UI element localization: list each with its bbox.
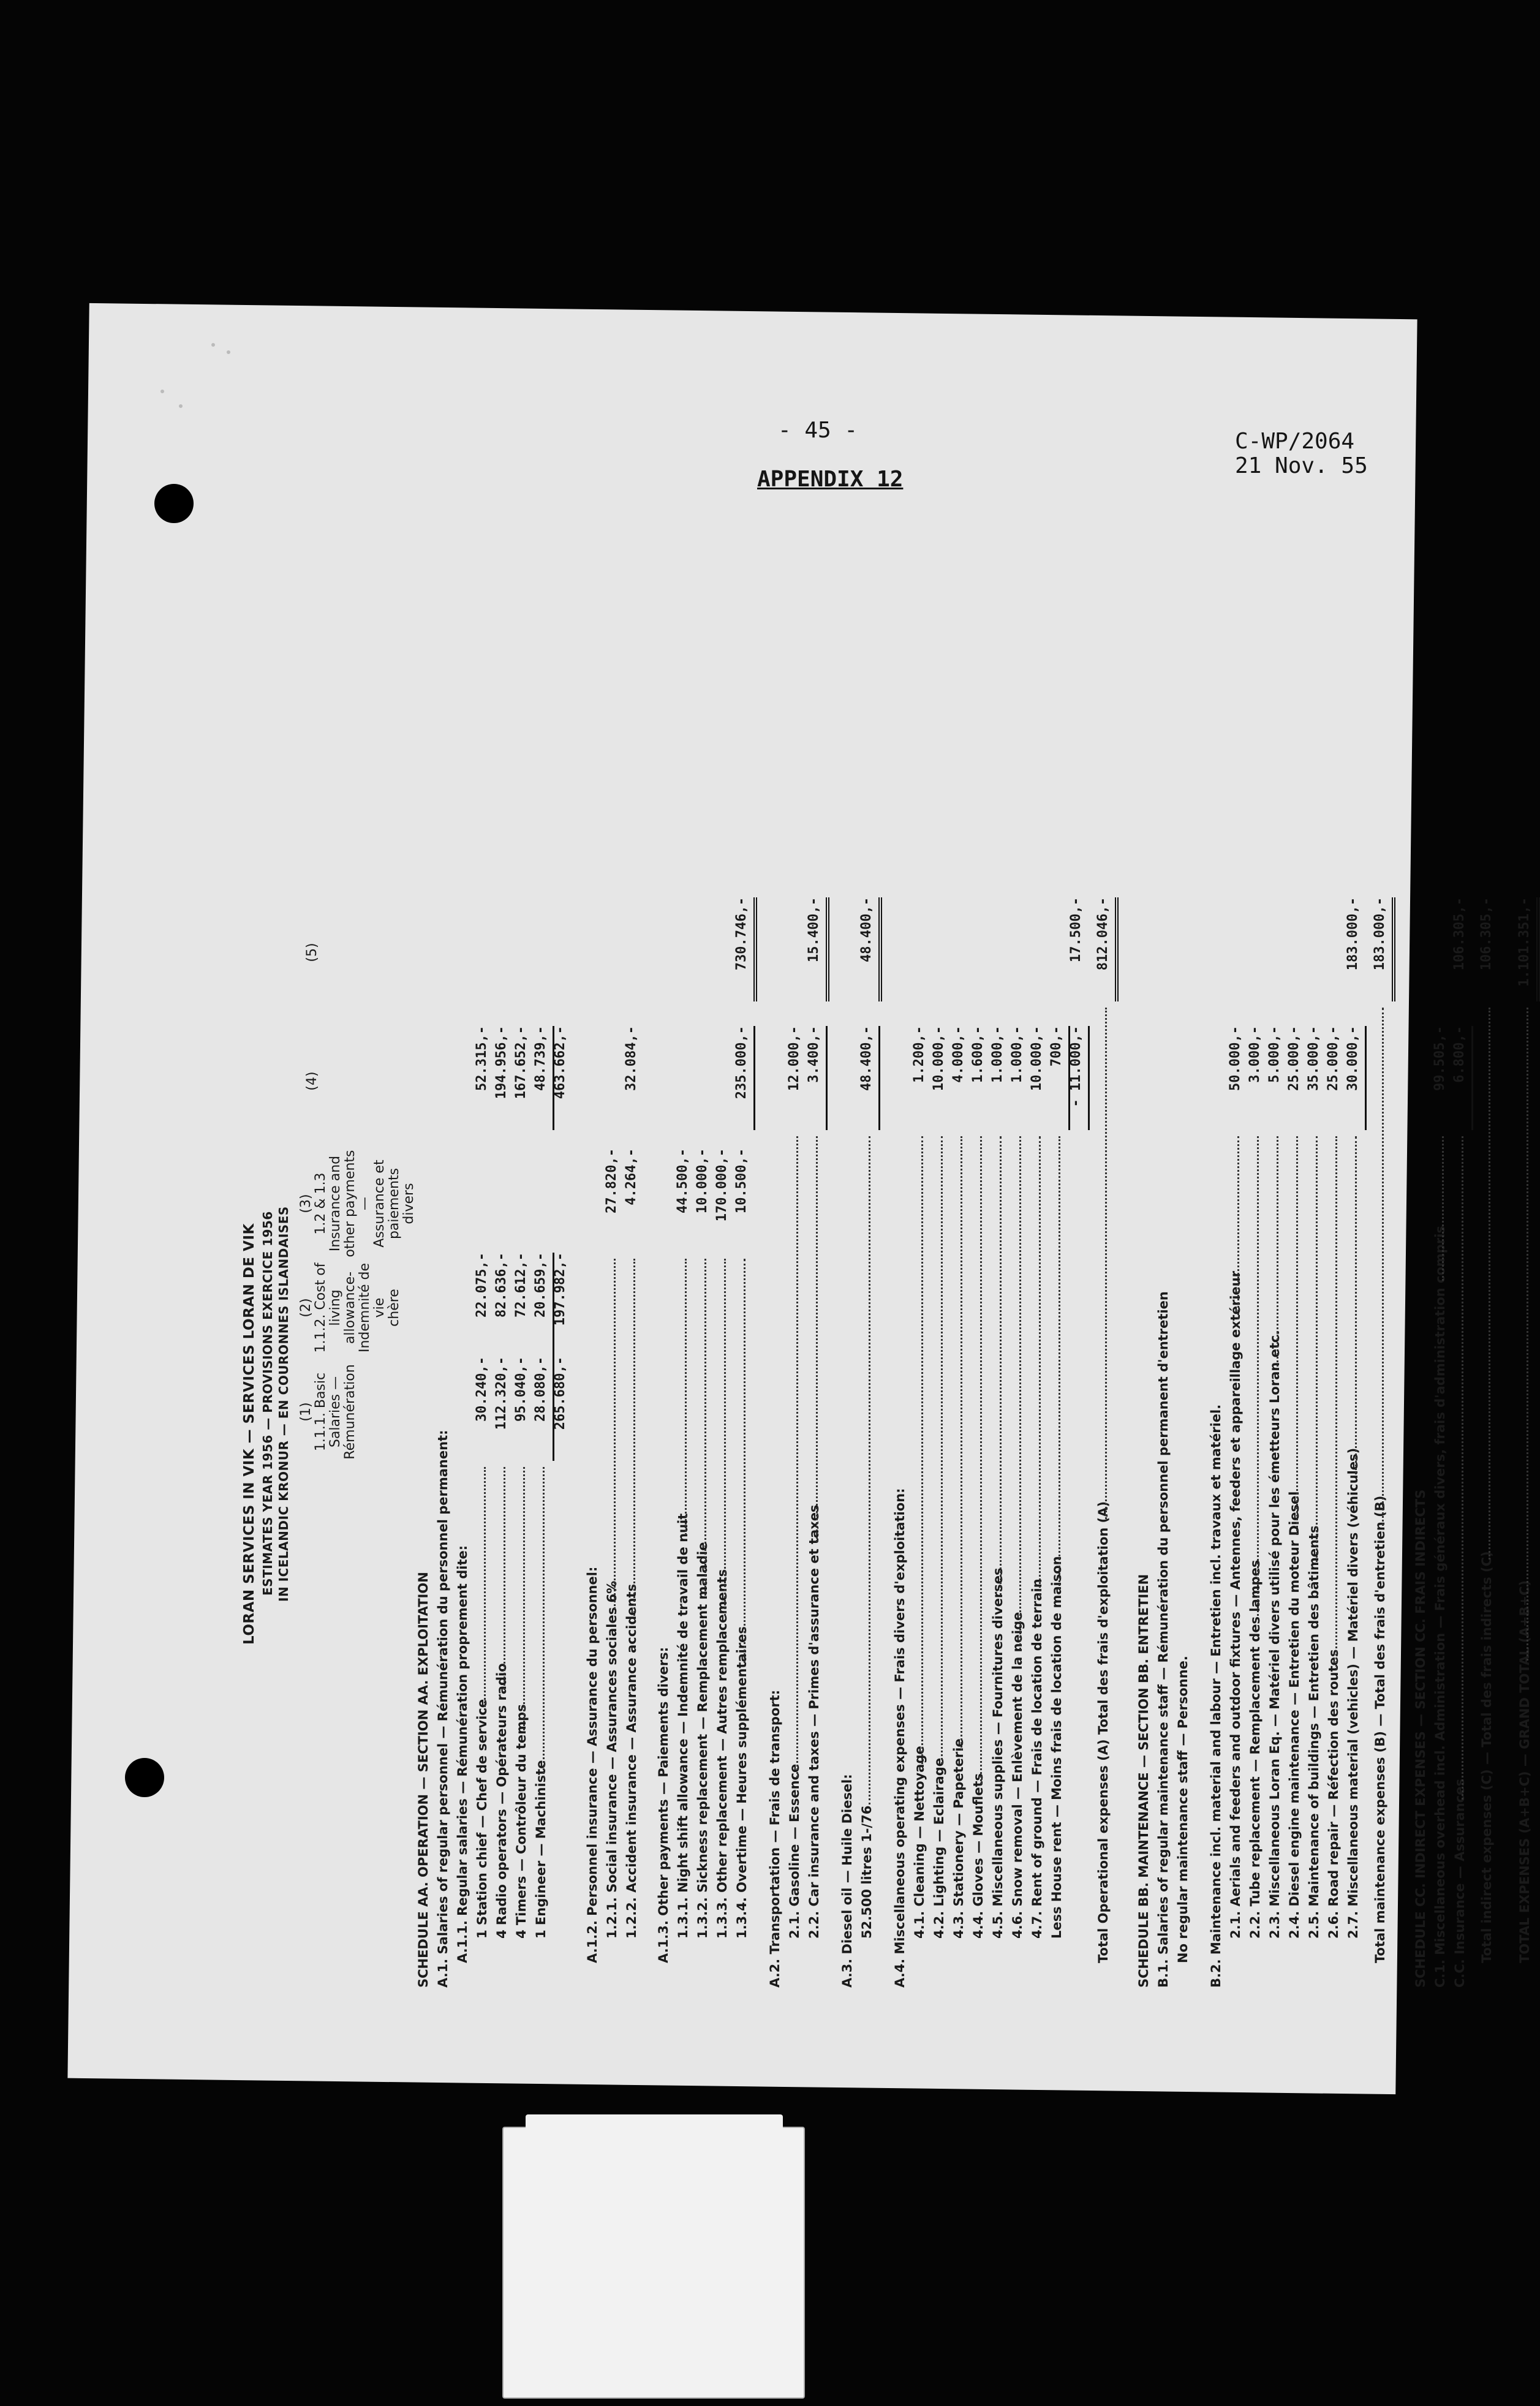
amount-c5: 48.400,- (855, 897, 882, 1001)
amount-c4: 1.000,- (1010, 1026, 1025, 1083)
amount-c4: - 11.000,- (1065, 1026, 1090, 1130)
leader-dots (1224, 1136, 1239, 1319)
row-label: 2.2. Tube replacement — Remplacement des lampes (1248, 1559, 1263, 1939)
amount-c4: 48.400,- (855, 1026, 880, 1130)
row-label: A.1. Salaries of regular personnel — Rémunération du personnel permanent: (436, 1430, 450, 1988)
row-label: A.4. Miscellaneous operating expenses — Frais divers d'exploitation: (893, 1488, 907, 1988)
leader-dots (1025, 1136, 1041, 1596)
table-row (1429, 885, 1449, 1988)
leader-dots (986, 1136, 1002, 1596)
amount-c4: 194.956,- (494, 1026, 509, 1099)
table-row (691, 885, 712, 1988)
amount-c2: 72.612,- (513, 1253, 529, 1318)
row-label: 2.1. Gasoline — Essence (787, 1763, 802, 1939)
table-row (986, 885, 1007, 1988)
row-label: 1.3.1. Night shift allowance — Indemnité de travail de nuit (676, 1513, 690, 1939)
leader-dots (1006, 1136, 1021, 1650)
amount-c5: 730.746,- (730, 897, 757, 1001)
amount-c1: 30.240,- (474, 1357, 489, 1422)
leader-dots (855, 1136, 870, 1804)
amount-c4: 30.000,- (1342, 1026, 1367, 1130)
table-row (1092, 885, 1112, 1988)
leader-dots (1342, 1136, 1357, 1474)
title-line: IN ICELANDIC KRONUR — EN COURONNES ISLANDAISES (276, 1206, 291, 1602)
table-row (1025, 885, 1046, 1988)
row-label: 1.2.2. Accident insurance — Assurance accidents (624, 1583, 639, 1939)
row-label: 1.3.3. Other replacement — Autres remplacements (715, 1569, 730, 1939)
row-label: 2.2. Car insurance and taxes — Primes d'assurance et taxes (807, 1504, 821, 1939)
title-line: ESTIMATES YEAR 1956 — PROVISIONS EXERCICE 1956 (260, 1211, 275, 1596)
column-header-c4: (4) (304, 1071, 320, 1091)
document-reference: C-WP/2064 (1235, 429, 1355, 454)
row-label: A.1.2. Personnel insurance — Assurance du personnel: (585, 1566, 600, 1963)
table-row (802, 885, 823, 1988)
amount-c4: 52.315,- (474, 1026, 489, 1091)
title-line: LORAN SERVICES IN VIK — SERVICES LORAN DE VIK (241, 1223, 257, 1645)
amount-c5: 106.305,- (1479, 897, 1494, 971)
leader-dots (510, 1467, 525, 1730)
row-label: Less House rent — Moins frais de location de maison (1049, 1556, 1064, 1939)
row-label: A.3. Diesel oil — Huile Diesel: (840, 1774, 855, 1988)
row-label: 4.6. Snow removal — Enlèvement de la neige (1010, 1612, 1025, 1939)
table-row (412, 885, 432, 1988)
amount-c4: 3.000,- (1247, 1026, 1263, 1083)
table-row (1409, 885, 1430, 1988)
dust-speck (211, 343, 215, 347)
table-row (763, 885, 784, 1988)
column-header-c5: (5) (304, 943, 320, 962)
row-label: B.2. Maintenance incl. material and labour — Entretien incl. travaux et matériel. (1209, 1404, 1223, 1988)
leader-dots (1244, 1136, 1259, 1616)
amount-c1: 28.080,- (529, 1357, 554, 1461)
leader-dots (620, 1259, 635, 1616)
amount-c4: 48.739,- (529, 1026, 554, 1130)
row-label: 1.2.1. Social insurance — Assurances sociales 6% (605, 1580, 619, 1939)
table-row (1342, 885, 1362, 1988)
amount-c4: 463.662,- (553, 1026, 568, 1099)
amount-c5: 1.101.351,- (1513, 897, 1540, 1001)
table-row (1368, 885, 1389, 1988)
leader-dots (470, 1467, 486, 1710)
row-label: Total maintenance expenses (B) — Total des frais d'entretien (B) (1373, 1495, 1387, 1963)
row-label: 4.1. Cleaning — Nettoyage (912, 1746, 927, 1939)
row-label: 2.7. Miscellaneous material (vehicles) — Matériel divers (véhicules) (1346, 1447, 1361, 1939)
table-row (600, 885, 621, 1988)
table-row (1283, 885, 1304, 1988)
amount-c4: 12.000,- (787, 1026, 802, 1091)
row-label: 4 Radio operators — Opérateurs radio (494, 1663, 509, 1939)
amount-c4: 25.000,- (1326, 1026, 1341, 1091)
amount-c1: 265.680,- (553, 1357, 568, 1430)
row-label: TOTAL EXPENSES (A+B+C) — GRAND TOTAL (A+B+C) (1517, 1580, 1532, 1963)
leader-dots (1092, 1008, 1107, 1519)
table-row (470, 885, 491, 1988)
amount-c3: 10.000,- (695, 1148, 710, 1213)
amount-c2: 82.636,- (494, 1253, 509, 1318)
amount-c5: 183.000,- (1368, 897, 1395, 1001)
row-label: 2.1. Aerials and feeders and outdoor fixtures — Antennes, feeders et appareillage extérieur (1228, 1270, 1243, 1939)
document-date: 21 Nov. 55 (1235, 453, 1368, 478)
amount-c3: 4.264,- (624, 1148, 639, 1205)
table-row (967, 885, 987, 1988)
amount-c4: 235.000,- (730, 1026, 755, 1130)
paper-slip (502, 2127, 805, 2399)
amount-c5: 17.500,- (1068, 897, 1084, 962)
leader-dots (1263, 1136, 1278, 1367)
table-row (1244, 885, 1264, 1988)
row-label: Total indirect expenses (C) — Total des frais indirects (C) (1479, 1551, 1494, 1963)
table-row (1513, 885, 1534, 1988)
leader-dots (1302, 1136, 1318, 1562)
table-row (1322, 885, 1343, 1988)
column-header-c2: (2) 1.1.2. Cost of living allowance- Indemnité de vie chère (298, 1262, 402, 1353)
leader-dots (1368, 1008, 1384, 1526)
leader-dots (1448, 1136, 1463, 1800)
appendix-title: APPENDIX 12 (757, 467, 904, 492)
table-row (908, 885, 929, 1988)
amount-c5: 812.046,- (1092, 897, 1119, 1001)
leader-dots (947, 1136, 962, 1751)
row-label: 1.3.2. Sickness replacement — Remplacement maladie (695, 1542, 710, 1939)
table-row (947, 885, 968, 1988)
punch-hole (154, 484, 194, 523)
amount-c5: 183.000,- (1345, 897, 1361, 971)
dust-speck (160, 390, 164, 393)
leader-dots (600, 1259, 616, 1609)
row-label: 1 Engineer — Machiniste (534, 1760, 548, 1939)
row-label: A.1.3. Other payments — Paiements divers: (656, 1646, 671, 1963)
dust-speck (227, 350, 230, 354)
amount-c4: 1.600,- (970, 1026, 986, 1083)
table-row (1065, 885, 1085, 1988)
amount-c4: 50.000,- (1228, 1026, 1243, 1091)
amount-c4: 1.200,- (912, 1026, 927, 1083)
amount-c4: 3.400,- (802, 1026, 828, 1130)
leader-dots (1283, 1136, 1298, 1535)
row-label: 52.500 litres 1-/76 (859, 1805, 874, 1939)
amount-c4: 5.000,- (1267, 1026, 1282, 1083)
leader-dots (1475, 1008, 1490, 1559)
table-row (1006, 885, 1027, 1988)
table-row (510, 885, 530, 1988)
row-label: A.1.1. Regular salaries — Rémunération proprement dite: (455, 1545, 470, 1963)
row-label: 4 Timers — Contrôleur du temps (514, 1704, 529, 1939)
amount-c2: 22.075,- (474, 1253, 489, 1318)
row-label: 4.3. Stationery — Papeterie (951, 1738, 966, 1939)
amount-c4: 99.505,- (1432, 1026, 1448, 1091)
column-header-c1: (1) 1.1.1. Basic Salaries — Rémunération (298, 1364, 358, 1460)
leader-dots (490, 1467, 505, 1690)
table-row (1132, 885, 1153, 1988)
amount-c3: 27.820,- (604, 1148, 619, 1213)
table-row (1224, 885, 1245, 1988)
table-row (927, 885, 948, 1988)
amount-c3: 44.500,- (675, 1148, 690, 1213)
table-row (1204, 885, 1225, 1988)
amount-c2: 20.659,- (529, 1253, 554, 1357)
amount-c5: 106.305,- (1452, 897, 1467, 971)
leader-dots (908, 1136, 923, 1764)
leader-dots (711, 1259, 726, 1616)
amount-c1: 112.320,- (494, 1357, 509, 1430)
amount-c4: 10.000,- (1029, 1026, 1044, 1091)
amount-c4: 1.000,- (990, 1026, 1005, 1083)
leader-dots (1513, 1008, 1528, 1661)
amount-c4: 700,- (1045, 1026, 1070, 1130)
row-label: 4.7. Rent of ground — Frais de location de terrain (1030, 1578, 1044, 1939)
amount-c4: 25.000,- (1286, 1026, 1302, 1091)
table-row (671, 885, 692, 1988)
table-row (652, 885, 673, 1988)
leader-dots (529, 1467, 545, 1778)
amount-c1: 95.040,- (513, 1357, 529, 1422)
table-row (620, 885, 641, 1988)
table-row (1171, 885, 1192, 1988)
row-label: 2.5. Maintenance of buildings — Entretien des bâtiments (1307, 1525, 1321, 1939)
row-label: C.C. Insurance — Assurances (1452, 1779, 1467, 1988)
leader-dots (783, 1136, 798, 1778)
table-row (490, 885, 511, 1988)
leader-dots (1045, 1136, 1060, 1589)
table-row (549, 885, 570, 1988)
dust-speck (179, 404, 183, 408)
row-label: 2.4. Diesel engine maintenance — Entretien du moteur Diesel (1287, 1491, 1302, 1939)
table-row (431, 885, 452, 1988)
punch-hole (125, 1758, 164, 1797)
row-label: 2.3. Miscellaneous Loran Eq. — Matériel divers utilisé pour les émetteurs Loran etc. (1267, 1330, 1282, 1939)
amount-c4: 167.652,- (513, 1026, 529, 1099)
table-row (451, 885, 472, 1988)
amount-c5: 15.400,- (802, 897, 829, 1001)
row-label: No regular maintenance staff — Personne. (1176, 1656, 1190, 1963)
amount-c2: 197.982,- (553, 1253, 568, 1326)
row-label: Total Operational expenses (A) Total des frais d'exploitation (A) (1096, 1501, 1111, 1963)
row-label: A.2. Transportation — Frais de transport: (768, 1689, 782, 1988)
row-label: SCHEDULE BB. MAINTENANCE — SECTION BB. ENTRETIEN (1136, 1574, 1151, 1988)
amount-c4: 6.800,- (1448, 1026, 1473, 1130)
row-label: 4.4. Gloves — Mouflets (971, 1773, 986, 1939)
amount-c4: 32.084,- (624, 1026, 639, 1091)
row-label: 4.2. Lighting — Eclairage (932, 1757, 946, 1939)
leader-dots (1322, 1136, 1337, 1670)
row-label: 1 Station chief — Chef de service (475, 1699, 489, 1939)
table-row (1475, 885, 1496, 1988)
row-label: 4.5. Miscellaneous supplies — Fournitures diverses (991, 1567, 1005, 1939)
table-row (1263, 885, 1284, 1988)
table-row (1302, 885, 1323, 1988)
table-row (730, 885, 751, 1988)
table-row (1045, 885, 1066, 1988)
amount-c3: 170.000,- (714, 1148, 730, 1222)
amount-c3: 10.500,- (734, 1148, 749, 1213)
table-row (529, 885, 550, 1988)
leader-dots (671, 1259, 687, 1535)
table-row (1448, 885, 1469, 1988)
leader-dots (730, 1259, 745, 1663)
row-label: SCHEDULE AA. OPERATION — SECTION AA. EXPLOITATION (416, 1572, 431, 1988)
row-label: 1.3.4. Overtime — Heures supplémentaires (734, 1626, 749, 1939)
page-number: - 45 - (778, 418, 858, 443)
table-row (855, 885, 876, 1988)
row-label: B.1. Salaries of regular maintenance staff — Rémunération du personnel permanent d'entretien (1156, 1291, 1171, 1988)
amount-c4: 4.000,- (951, 1026, 966, 1083)
table-row (1152, 885, 1172, 1988)
table-row (888, 885, 909, 1988)
amount-c4: 35.000,- (1306, 1026, 1321, 1091)
leader-dots (967, 1136, 982, 1784)
row-label: SCHEDULE CC. INDIRECT EXPENSES — SECTION CC. FRAIS INDIRECTS (1413, 1489, 1428, 1988)
table-row (581, 885, 602, 1988)
table-row (783, 885, 804, 1988)
table-row (836, 885, 856, 1988)
column-header-c3: (3) 1.2 & 1.3 Insurance and other payments — Assurance et paiements divers (298, 1150, 417, 1258)
table-row (711, 885, 731, 1988)
leader-dots (1429, 1136, 1444, 1281)
amount-c4: 10.000,- (931, 1026, 946, 1091)
row-label: C.1. Miscellaneous overhead incl. Administration — Frais généraux divers, frais d'administration compris (1433, 1226, 1448, 1988)
leader-dots (691, 1259, 706, 1596)
estimates-table (238, 885, 1532, 1988)
row-label: 2.6. Road repair — Réfection des routes (1326, 1649, 1341, 1939)
leader-dots (802, 1136, 818, 1542)
leader-dots (927, 1136, 943, 1764)
